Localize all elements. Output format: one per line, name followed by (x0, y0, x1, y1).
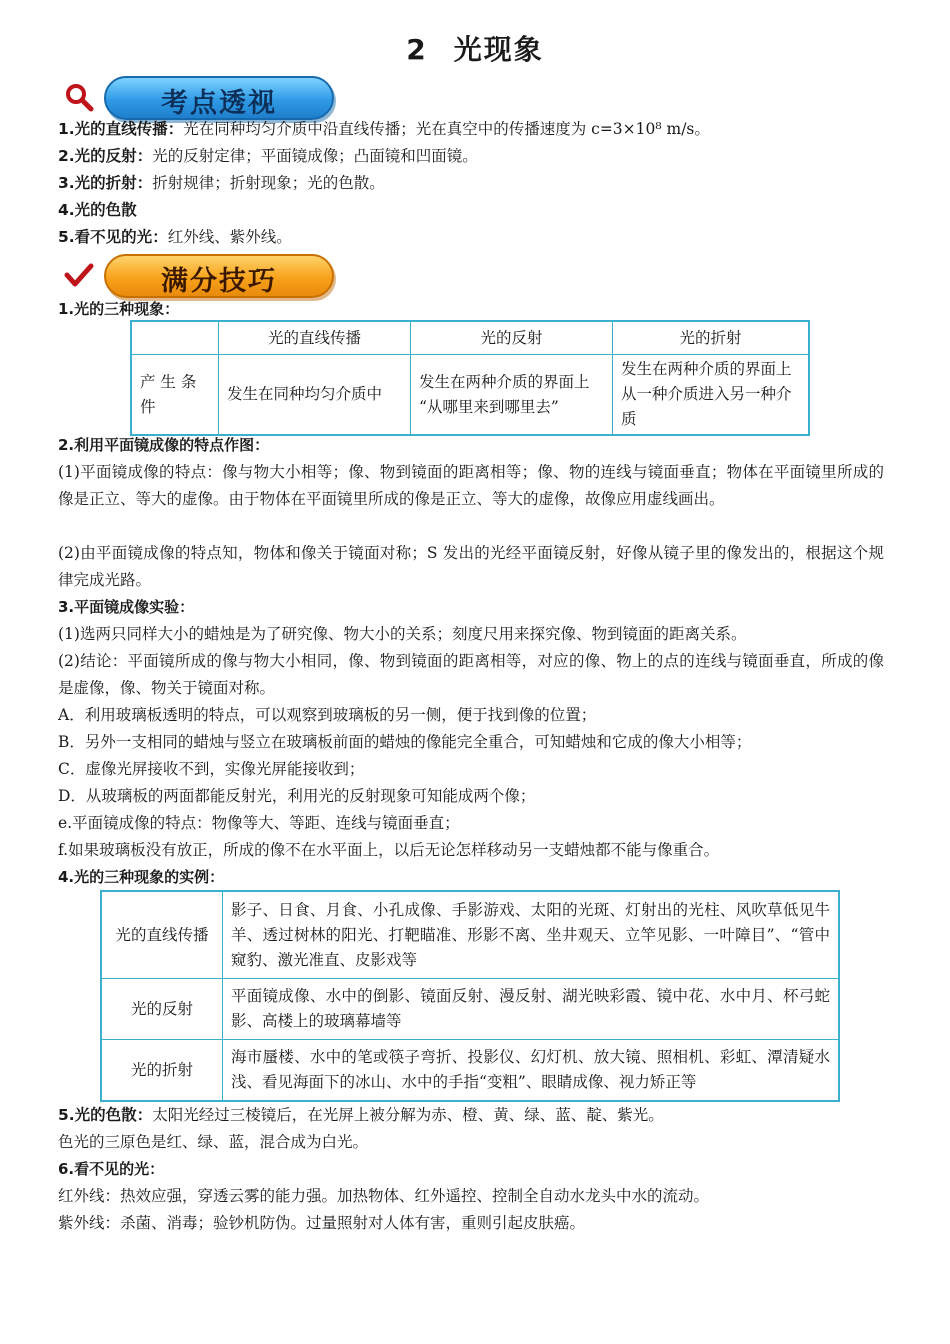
sec3-item-c: C．虚像光屏接收不到，实像光屏能接收到； (58, 760, 365, 778)
phenomena-table (130, 320, 810, 436)
sec6-infrared: 红外线：热效应强，穿透云雾的能力强。加热物体、红外遥控、控制全自动水龙头中水的流动。 (58, 1187, 710, 1205)
kaodian-item-3: 3.光的折射：折射规律；折射现象；光的色散。 (58, 174, 385, 192)
sec3-item-a: A．利用玻璃板透明的特点，可以观察到玻璃板的另一侧，便于找到像的位置； (58, 706, 597, 724)
sec3-item-e: e.平面镜成像的特点：物像等大、等距、连线与镜面垂直； (58, 814, 460, 832)
kaodian-label: 考点透视 (161, 88, 277, 119)
kaodian-item-2: 2.光的反射：光的反射定律；平面镜成像；凸面镜和凹面镜。 (58, 147, 478, 165)
sec2-p2: (2)由平面镜成像的特点知，物体和像关于镜面对称；S 发出的光经平面镜反射，好像从镜子里的像发出的，根据这个规律完成光路。 (58, 544, 884, 589)
phenomena-table-header: 光的直线传播 光的反射 光的折射 (131, 321, 809, 355)
sec3-item-d: D．从玻璃板的两面都能反射光，利用光的反射现象可知能成两个像； (58, 787, 536, 805)
sec3-item-f: f.如果玻璃板没有放正，所成的像不在水平面上，以后无论怎样移动另一支蜡烛都不能与像重合。 (58, 841, 720, 859)
kaodian-item-1: 1.光的直线传播：光在同种均匀介质中沿直线传播；光在真空中的传播速度为 c=3×10⁸ m/s。 (58, 120, 710, 138)
examples-table (100, 890, 840, 1102)
sec2-head: 2.利用平面镜成像的特点作图： (58, 436, 270, 454)
examples-row: 光的反射 平面镜成像、水中的倒影、镜面反射、漫反射、湖光映彩霞、镜中花、水中月、杯弓蛇影、高楼上的玻璃幕墙等 (101, 979, 839, 1040)
page-title (0, 28, 950, 68)
examples-row: 光的折射 海市蜃楼、水中的笔或筷子弯折、投影仪、幻灯机、放大镜、照相机、彩虹、潭清疑水浅、看见海面下的冰山、水中的手指“变粗”、眼睛成像、视力矫正等 (101, 1040, 839, 1102)
manfen-label: 满分技巧 (161, 266, 277, 297)
chapter-number: 2 (406, 33, 428, 66)
sec1-head: 1.光的三种现象： (58, 300, 180, 318)
chapter-title: 光现象 (453, 33, 544, 66)
sec3-item-b: B．另外一支相同的蜡烛与竖立在玻璃板前面的蜡烛的像能完全重合，可知蜡烛和它成的像大小相等； (58, 733, 752, 751)
phenomena-table-row: 产 生 条 件 发生在同种均匀介质中 发生在两种介质的界面上 “从哪里来到哪里去” 发生在两种介质的界面上从一种介质进入另一种介质 (131, 355, 809, 436)
kaodian-item-5: 5.看不见的光：红外线、紫外线。 (58, 228, 292, 246)
manfen-pill (104, 254, 334, 298)
kaodian-item-4: 4.光的色散 (58, 201, 137, 219)
examples-row: 光的直线传播 影子、日食、月食、小孔成像、手影游戏、太阳的光斑、灯射出的光柱、风吹草低见牛羊、透过树林的阳光、打靶瞄准、形影不离、坐井观天、立竿见影、一叶障目”、“管中窥豹、激光准直、皮影戏等 (101, 891, 839, 979)
sec5-line2: 色光的三原色是红、绿、蓝，混合成为白光。 (58, 1133, 369, 1151)
sec5-line1: 5.光的色散：太阳光经过三棱镜后，在光屏上被分解为赤、橙、黄、绿、蓝、靛、紫光。 (58, 1106, 664, 1124)
sec6-ultraviolet: 紫外线：杀菌、消毒；验钞机防伪。过量照射对人体有害，重则引起皮肤癌。 (58, 1214, 586, 1232)
sec3-p1: (1)选两只同样大小的蜡烛是为了研究像、物大小的关系；刻度尺用来探究像、物到镜面的距离关系。 (58, 625, 747, 643)
sec4-head: 4.光的三种现象的实例： (58, 868, 225, 886)
checkmark-icon (64, 260, 94, 290)
sec3-p2: (2)结论：平面镜所成的像与物大小相同，像、物到镜面的距离相等，对应的像、物上的点的连线与镜面垂直，所成的像是虚像，像、物关于镜面对称。 (58, 652, 884, 697)
sec6-head: 6.看不见的光： (58, 1160, 165, 1178)
kaodian-pill (104, 76, 334, 120)
magnifier-icon (64, 82, 94, 112)
sec3-head: 3.平面镜成像实验： (58, 598, 195, 616)
sec2-p1: (1)平面镜成像的特点：像与物大小相等；像、物到镜面的距离相等；像、物的连线与镜面垂直；物体在平面镜里所成的像是正立、等大的虚像。由于物体在平面镜里所成的像是正立、等大的虚像，故像应用虚线画出。 (58, 463, 884, 508)
